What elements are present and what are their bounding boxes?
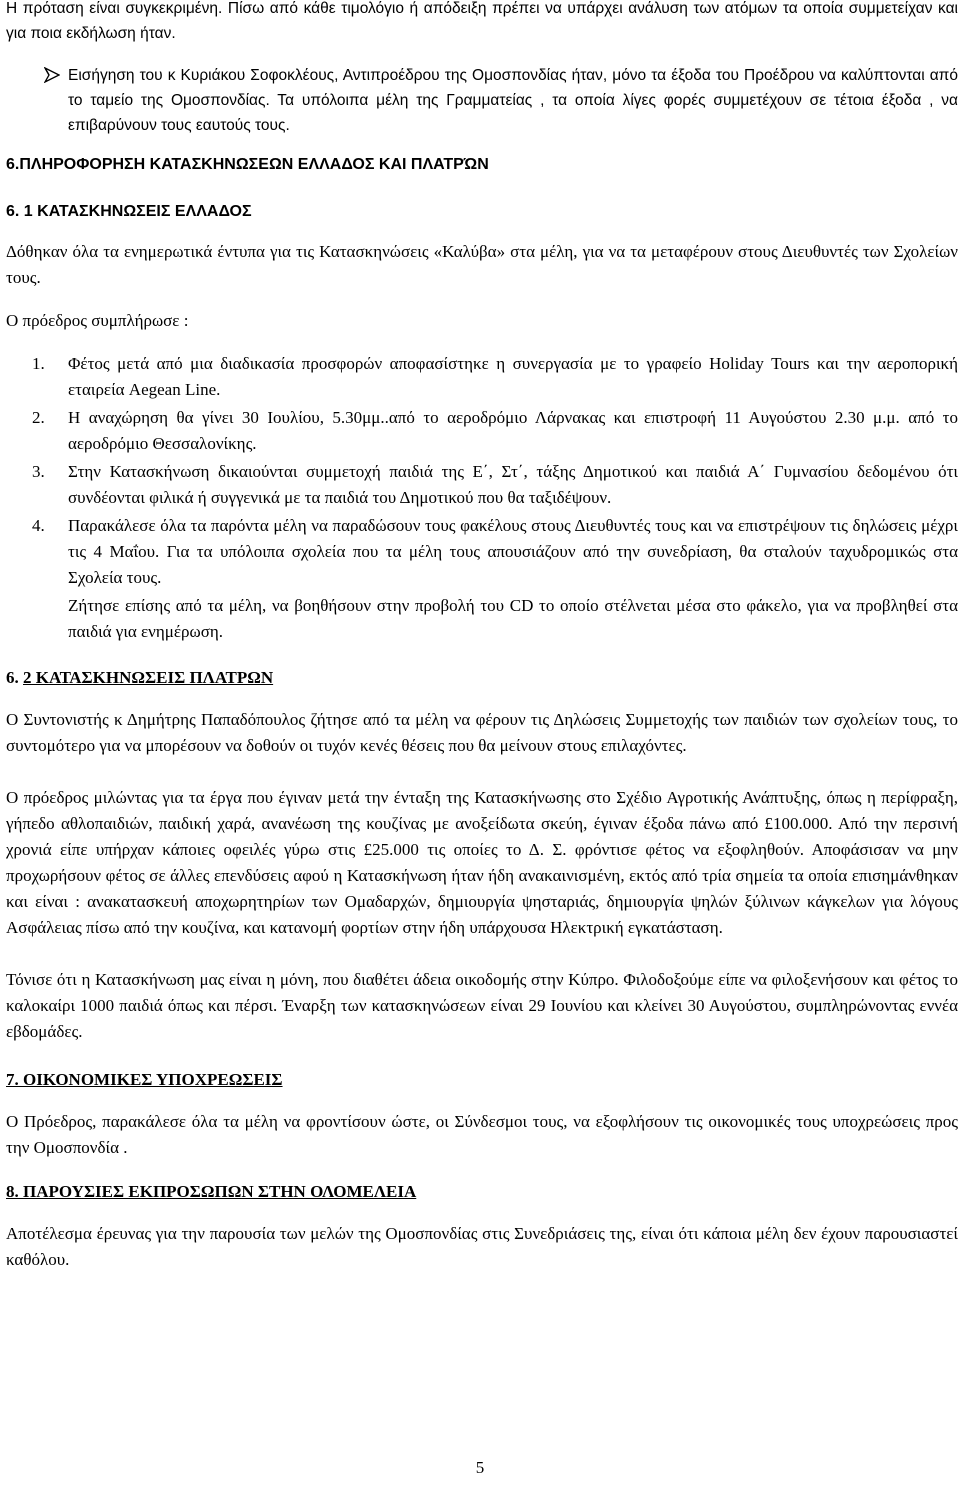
list-number: 2.: [32, 408, 45, 427]
arrow-bullet-icon: [44, 67, 60, 83]
section-6-heading: 6.ΠΛΗΡΟΦΟΡΗΣΗ ΚΑΤΑΣΚΗΝΩΣΕΩΝ ΕΛΛΑΔΟΣ ΚΑΙ ΠΛΑΤΡΏΝ: [6, 156, 489, 173]
section-8-heading: 8. ΠΑΡΟΥΣΙΕΣ ΕΚΠΡΟΣΩΠΩΝ ΣΤΗΝ ΟΛΟΜΕΛΕΙΑ: [6, 1182, 417, 1201]
section-6-1-intro: Δόθηκαν όλα τα ενημερωτικά έντυπα για τις Κατασκηνώσεις «Καλύβα» στα μέλη, για να τα μεταφέρουν στους Διευθυντές των Σχολείων τους.: [6, 242, 958, 287]
list-number: 4.: [32, 516, 45, 535]
section-8-text: Αποτέλεσμα έρευνας για την παρουσία των μελών της Ομοσπονδίας στις Συνεδριάσεις της, είναι ότι κάποια μέλη δεν έχουν παρουσιαστεί καθόλου.: [6, 1224, 958, 1269]
section-7-text: Ο Πρόεδρος, παρακάλεσε όλα τα μέλη να φροντίσουν ώστε, οι Σύνδεσμοι τους, να εξοφλήσουν τις οικονομικές τους υποχρεώσεις προς την Ομοσπονδία .: [6, 1112, 958, 1157]
section-6-2-paragraph-3: Τόνισε ότι η Κατασκήνωση μας είναι η μόνη, που διαθέτει άδεια οικοδομής στην Κύπρο. Φιλοδοξούμε είπε να φιλοξενήσουν και φέτος το καλοκαίρι 1000 παιδιά όπως και πέρσι. Έναρξη των κατασκηνώσεων είναι 29 Ιουνίου και κλείνει 30 Αυγούστου, συμπληρώνοντας εννέα εβδομάδες.: [6, 970, 958, 1041]
section-6-2-number: 6.: [6, 668, 23, 687]
bullet-paragraph: Εισήγηση του κ Κυριάκου Σοφοκλέους, Αντιπροέδρου της Ομοσπονδίας ήταν, μόνο τα έξοδα του Προέδρου να καλύπτονται από το ταμείο της Ομοσπονδίας. Τα υπόλοιπα μέλη της Γραμματείας , τα οποία λίγες φορές συμμετέχουν σε τέτοια έξοδα , να επιβαρύνουν τους εαυτούς τους.: [68, 67, 958, 134]
bullet-item: [6, 63, 958, 138]
numbered-list: [6, 351, 958, 591]
page-number: 5: [475, 1458, 485, 1477]
top-paragraph: Η πρόταση είναι συγκεκριμένη. Πίσω από κάθε τιμολόγιο ή απόδειξη πρέπει να υπάρχει ανάλυση των ατόμων τα οποία συμμετείχαν και για ποια εκδήλωση ήταν.: [6, 0, 958, 42]
section-6-2-paragraph-1: Ο Συντονιστής κ Δημήτρης Παπαδόπουλος ζήτησε από τα μέλη να φέρουν τις Δηλώσεις Συμμετοχής των παιδιών των σχολείων τους, το συντομότερο για να μπορέσουν να δοθούν οι τυχόν κενές θέσεις που θα μείνουν στους επιλαχόντες.: [6, 710, 958, 755]
section-6-2-paragraph-2: Ο πρόεδρος μιλώντας για τα έργα που έγιναν μετά την ένταξη της Κατασκήνωσης στο Σχέδιο Αγροτικής Ανάπτυξης, όπως η περίφραξη, γήπεδο αθλοπαιδιών, παιδική χαρά, ανανέωση της κουζίνας με ανοξείδωτα σκεύη, έγιναν έξοδα πάνω από £100.000. Από την περσινή χρονιά είπε υπήρχαν κάποιες οφειλές γύρω στις £25.000 τις οποίες το Δ. Σ. φρόντισε φέτος να εξοφληθούν. Αποφάσισαν να μην προχωρήσουν φέτος σε άλλες επενδύσεις αφού η Κατασκήνωση ήταν ήδη ανακαινισμένη, εκτός από τρία σημεία τα οποία επισημάνθηκαν και είναι : ανακατασκευή αποχωρητηρίων των Ομαδαρχών, δημιουργία ψησταριάς, δημιουργία ψηλών ξύλινων κάγκελων για λόγους Ασφάλειας πίσω από την κουζίνα, και κατανομή φορτίων στην ήδη υπάρχουσα Ηλεκτρική εγκατάσταση.: [6, 788, 958, 937]
list-item-text: Φέτος μετά από μια διαδικασία προσφορών αποφασίστηκε η συνεργασία με το γραφείο Holiday Tours και την αεροπορική εταιρεία Aegean Line.: [68, 354, 958, 399]
list-item-text: Η αναχώρηση θα γίνει 30 Ιουλίου, 5.30μμ..από το αεροδρόμιο Λάρνακας και επιστροφή 11 Αυγούστου 2.30 μ.μ. από το αεροδρόμιο Θεσσαλονίκης.: [68, 408, 958, 453]
list-item: [6, 459, 958, 511]
section-6-2-heading: [6, 667, 958, 689]
list-item: [6, 351, 958, 403]
list-number: 1.: [32, 354, 45, 373]
list-number: 3.: [32, 462, 45, 481]
president-intro: Ο πρόεδρος συμπλήρωσε :: [6, 311, 189, 330]
list-item: [6, 405, 958, 457]
section-7-heading: 7. ΟΙΚΟΝΟΜΙΚΕΣ ΥΠΟΧΡΕΩΣΕΙΣ: [6, 1070, 283, 1089]
list-item-text: Παρακάλεσε όλα τα παρόντα μέλη να παραδώσουν τους φακέλους στους Διευθυντές τους και να επιστρέψουν τις δηλώσεις μέχρι τις 4 Μαΐου. Για τα υπόλοιπα σχολεία που τα μέλη τους απουσιάζουν από την συνεδρίαση, θα σταλούν ταχυδρομικώς στα Σχολεία τους.: [68, 516, 958, 587]
list-item: [6, 513, 958, 591]
section-6-1-heading: 6. 1 ΚΑΤΑΣΚΗΝΩΣΕΙΣ ΕΛΛΑΔΟΣ: [6, 203, 252, 220]
section-6-2-title: 2 ΚΑΤΑΣΚΗΝΩΣΕΙΣ ΠΛΑΤΡΩΝ: [23, 668, 274, 687]
extra-paragraph: Ζήτησε επίσης από τα μέλη, να βοηθήσουν στην προβολή του CD το οποίο στέλνεται μέσα στο φάκελο, για να προβληθεί στα παιδιά για ενημέρωση.: [68, 596, 958, 641]
list-item-text: Στην Κατασκήνωση δικαιούνται συμμετοχή παιδιά της Ε΄, Στ΄, τάξης Δημοτικού και παιδιά Α΄ Γυμνασίου δεδομένου ότι συνδέονται φιλικά ή συγγενικά με τα παιδιά του Δημοτικού που θα ταξιδέψουν.: [68, 462, 958, 507]
